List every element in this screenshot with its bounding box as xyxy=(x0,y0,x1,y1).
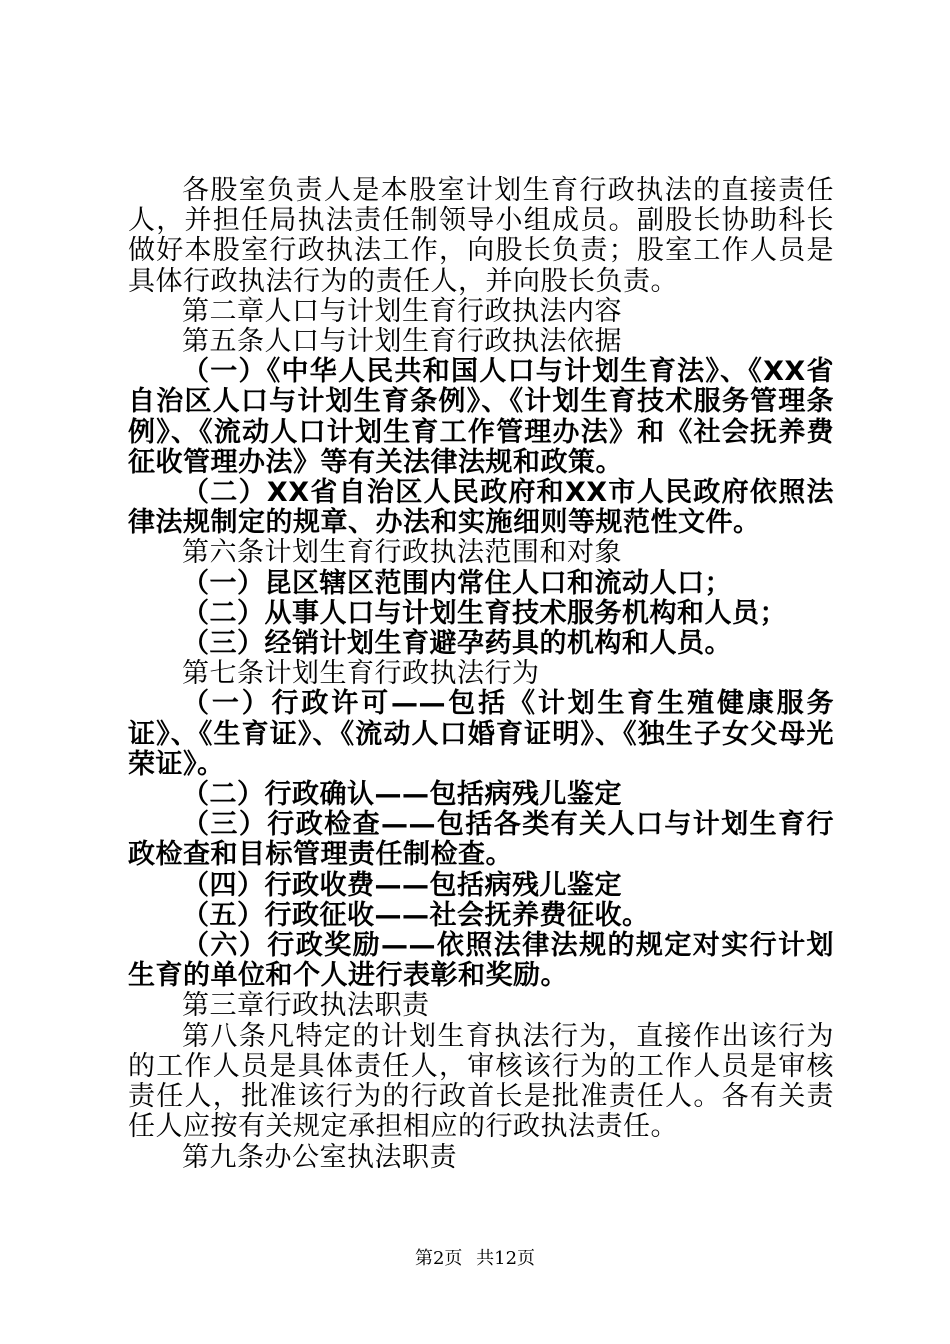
basis-item-1: （一）《中华人民共和国人口与计划生育法》、《XX省自治区人口与计划生育条例》、《计划生育技术服务管理条例》、《流动人口计划生育工作管理办法》和《社会抚养费征收管理办法》等有关法律法规和政策。 xyxy=(128,356,834,478)
scope-item-1: （一）昆区辖区范围内常住人口和流动人口； xyxy=(182,567,732,599)
chapter-three-heading: 第三章行政执法职责 xyxy=(182,990,430,1022)
article-eight-text: 第八条凡特定的计划生育执法行为，直接作出该行为的工作人员是具体责任人，审核该行为的工作人员是审核责任人，批准该行为的行政首长是批准责任人。各有关责任人应按有关规定承担相应的行政执法责任。 xyxy=(128,1020,834,1143)
action-item-5: （五）行政征收——社会抚养费征收。 xyxy=(182,899,650,931)
action-item-4: （四）行政收费——包括病残儿鉴定 xyxy=(182,869,622,901)
action-item-2: （二）行政确认——包括病残儿鉴定 xyxy=(182,779,622,811)
article-seven-heading: 第七条计划生育行政执法行为 xyxy=(182,658,540,690)
action-item-3: （三）行政检查——包括各类有关人口与计划生育行政检查和目标管理责任制检查。 xyxy=(128,809,834,871)
scope-item-2: （二）从事人口与计划生育技术服务机构和人员； xyxy=(182,597,787,629)
chapter-two-heading: 第二章人口与计划生育行政执法内容 xyxy=(182,295,622,327)
paragraph-responsibility: 各股室负责人是本股室计划生育行政执法的直接责任人，并担任局执法责任制领导小组成员。副股长协助科长做好本股室行政执法工作，向股长负责；股室工作人员是具体行政执法行为的责任人，并向股长负责。 xyxy=(128,175,834,297)
page-number: 第2页 xyxy=(414,1248,463,1269)
basis-item-2: （二）XX省自治区人民政府和XX市人民政府依照法律法规制定的规章、办法和实施细则等规范性文件。 xyxy=(128,477,834,539)
page-footer xyxy=(0,1244,950,1270)
action-item-1: （一）行政许可——包括《计划生育生殖健康服务证》、《生育证》、《流动人口婚育证明》、《独生子女父母光荣证》。 xyxy=(128,688,834,780)
action-item-6: （六）行政奖励——依照法律法规的规定对实行计划生育的单位和个人进行表彰和奖励。 xyxy=(128,930,834,992)
article-nine-heading: 第九条办公室执法职责 xyxy=(182,1141,457,1173)
article-five-heading: 第五条人口与计划生育行政执法依据 xyxy=(182,326,622,358)
scope-item-3: （三）经销计划生育避孕药具的机构和人员。 xyxy=(182,628,732,660)
article-six-heading: 第六条计划生育行政执法范围和对象 xyxy=(182,537,622,569)
document-body xyxy=(128,176,834,1173)
page-total: 共12页 xyxy=(476,1248,536,1269)
